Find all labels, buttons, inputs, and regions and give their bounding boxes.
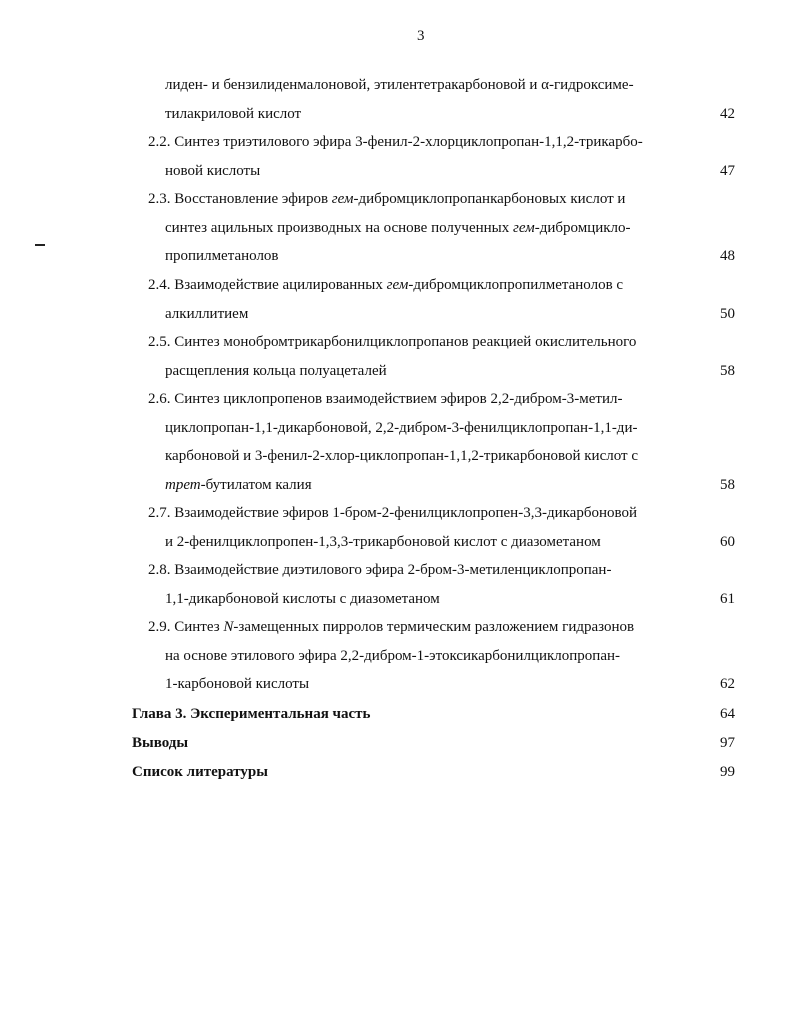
toc-entry-2-2-line-1: [148, 133, 643, 151]
toc-text-segment: Список литературы: [132, 764, 268, 780]
toc-entry-ch3-line-1: [132, 705, 370, 723]
toc-text-segment: N: [223, 619, 234, 635]
toc-text-segment: Глава 3. Экспериментальная часть: [132, 706, 371, 722]
toc-page-number-2-3: 48: [720, 248, 735, 265]
toc-text-segment: 2.9. Синтез: [148, 619, 224, 635]
toc-text-segment: карбоновой и 3-фенил-2-хлор-циклопропан-1,1,2-трикарбоновой кислот с: [165, 448, 638, 465]
toc-text-segment: лиден- и бензилиденмалоновой, этилентетракарбоновой и α-гидроксиме-: [165, 77, 634, 93]
toc-entry-2-7-line-1: [148, 504, 637, 522]
toc-text-segment: трет: [165, 477, 201, 494]
toc-page-number-2-9: 62: [720, 676, 735, 693]
toc-entry-2-9-line-2: [165, 647, 620, 665]
toc-text-segment: новой кислоты: [165, 162, 261, 179]
toc-entry-2-4-line-2: [165, 305, 248, 323]
toc-entry-2-6-line-2: [165, 419, 637, 437]
toc-entry-2-7-line-2: [165, 533, 601, 551]
toc-text-segment: гем: [386, 277, 409, 293]
toc-entry-cont-line-2: [165, 105, 301, 123]
toc-text-segment: синтез ацильных производных на основе полученных: [165, 219, 513, 236]
toc-entry-2-5-line-1: [148, 333, 636, 351]
toc-page-number-2-8: 61: [720, 590, 735, 607]
toc-text-segment: -дибромцикло-: [534, 219, 631, 236]
toc-page-number-2-4: 50: [720, 305, 735, 322]
toc-entry-2-6-line-1: [148, 390, 622, 408]
toc-text-segment: 2.4. Взаимодействие ацилированных: [148, 277, 387, 293]
toc-entry-2-2-line-2: [165, 162, 260, 180]
toc-entry-2-3-line-2: [165, 219, 631, 237]
toc-text-segment: -дибромциклопропилметанолов с: [408, 277, 624, 293]
toc-text-segment: расщепления кольца полуацеталей: [165, 362, 387, 379]
toc-text-segment: алкиллитием: [165, 305, 249, 322]
toc-text-segment: на основе этилового эфира 2,2-дибром-1-этоксикарбонилциклопропан-: [165, 647, 620, 664]
toc-entry-2-6-line-4: [165, 476, 312, 494]
toc-text-segment: 1-карбоновой кислоты: [165, 676, 310, 693]
toc-entry-2-3-line-1: [148, 190, 625, 208]
toc-entry-references-line-1: [132, 763, 268, 781]
toc-entry-2-3-line-3: [165, 247, 279, 265]
toc-text-segment: -дибромциклопропанкарбоновых кислот и: [353, 191, 626, 207]
toc-entry-2-4-line-1: [148, 276, 623, 294]
toc-text-segment: и 2-фенилциклопропен-1,3,3-трикарбоновой кислот с диазометаном: [165, 533, 601, 550]
toc-text-segment: -замещенных пирролов термическим разложением гидразонов: [233, 619, 635, 635]
toc-entry-conclusions-line-1: [132, 734, 188, 752]
toc-entry-2-8-line-1: [148, 561, 611, 579]
toc-entry-2-6-line-3: [165, 447, 638, 465]
toc-entry-2-9-line-1: [148, 618, 634, 636]
toc-text-segment: 1,1-дикарбоновой кислоты с диазометаном: [165, 590, 440, 607]
toc-page-number-2-6: 58: [720, 477, 735, 494]
toc-page-number-references: 99: [720, 764, 735, 780]
scan-artifact: [35, 244, 45, 246]
toc-page-number-cont: 42: [720, 105, 735, 122]
toc-page-number-2-5: 58: [720, 362, 735, 379]
toc-text-segment: 2.2. Синтез триэтилового эфира 3-фенил-2-хлорциклопропан-1,1,2-трикарбо-: [148, 134, 643, 150]
toc-text-segment: гем: [513, 219, 535, 236]
toc-entry-2-5-line-2: [165, 362, 387, 380]
toc-text-segment: циклопропан-1,1-дикарбоновой, 2,2-дибром-3-фенилциклопропан-1,1-ди-: [165, 419, 638, 436]
toc-text-segment: гем: [331, 191, 354, 207]
toc-text-segment: 2.6. Синтез циклопропенов взаимодействием эфиров 2,2-дибром-3-метил-: [148, 391, 623, 407]
toc-entry-cont-line-1: [165, 76, 634, 94]
toc-text-segment: Выводы: [132, 735, 189, 751]
toc-page-number-2-7: 60: [720, 533, 735, 550]
toc-text-segment: 2.3. Восстановление эфиров: [148, 191, 332, 207]
toc-text-segment: 2.5. Синтез монобромтрикарбонилциклопропанов реакцией окислительного: [148, 334, 637, 350]
toc-page-number-ch3: 64: [720, 706, 735, 722]
toc-page-number-conclusions: 97: [720, 735, 735, 751]
toc-text-segment: пропилметанолов: [165, 248, 279, 265]
toc-text-segment: 2.8. Взаимодействие диэтилового эфира 2-бром-3-метиленциклопропан-: [148, 562, 612, 578]
page-number: 3: [417, 28, 425, 44]
toc-entry-2-9-line-3: [165, 675, 309, 693]
toc-entry-2-8-line-2: [165, 590, 440, 608]
toc-text-segment: тилакриловой кислот: [165, 105, 302, 122]
toc-page-number-2-2: 47: [720, 162, 735, 179]
toc-text-segment: -бутилатом калия: [200, 477, 312, 494]
toc-text-segment: 2.7. Взаимодействие эфиров 1-бром-2-фенилциклопропен-3,3-дикарбоновой: [148, 505, 637, 521]
